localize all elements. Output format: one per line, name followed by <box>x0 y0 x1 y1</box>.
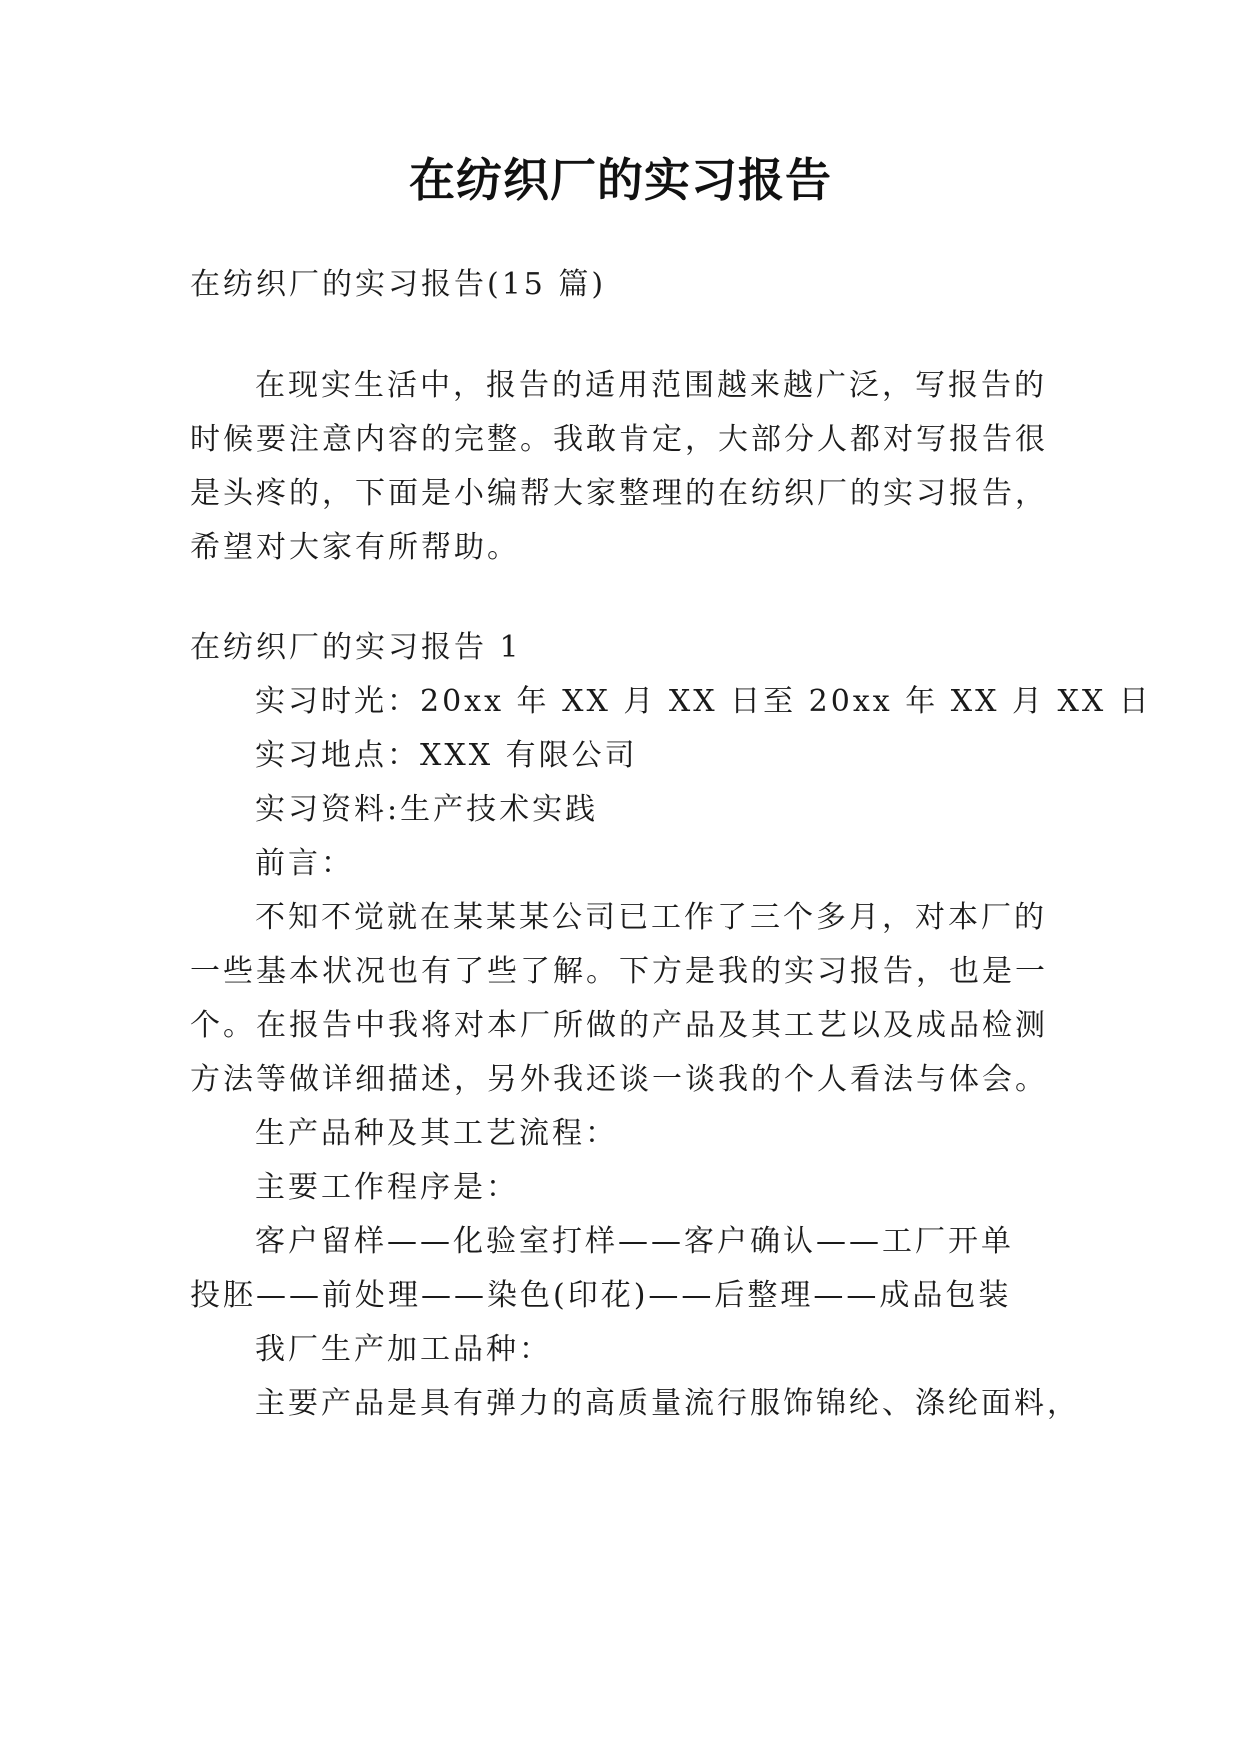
process-heading: 生产品种及其工艺流程： <box>255 1116 618 1151</box>
internship-place: 实习地点：XXX 有限公司 <box>255 738 638 773</box>
preface-line-4: 方法等做详细描述，另外我还谈一谈我的个人看法与体会。 <box>190 1062 1048 1097</box>
products-line: 主要产品是具有弹力的高质量流行服饰锦纶、涤纶面料， <box>255 1386 1080 1421</box>
preface-label: 前言： <box>255 846 354 881</box>
internship-content: 实习资料:生产技术实践 <box>255 792 599 827</box>
preface-line-3: 个。在报告中我将对本厂所做的产品及其工艺以及成品检测 <box>190 1008 1048 1043</box>
procedure-line-2: 投胚——前处理——染色(印花)——后整理——成品包装 <box>190 1278 1012 1313</box>
preface-line-1: 不知不觉就在某某某公司已工作了三个多月，对本厂的 <box>255 900 1047 935</box>
section-heading: 在纺织厂的实习报告 1 <box>190 630 522 665</box>
internship-time: 实习时光：20xx 年 XX 月 XX 日至 20xx 年 XX 月 XX 日 <box>255 684 1152 719</box>
preface-line-2: 一些基本状况也有了些了解。下方是我的实习报告，也是一 <box>190 954 1048 989</box>
procedure-line-1: 客户留样——化验室打样——客户确认——工厂开单 <box>255 1224 1014 1259</box>
intro-line-1: 在现实生活中，报告的适用范围越来越广泛，写报告的 <box>255 368 1047 403</box>
intro-line-4: 希望对大家有所帮助。 <box>190 530 520 565</box>
document-title: 在纺织厂的实习报告 <box>409 153 832 207</box>
varieties-label: 我厂生产加工品种： <box>255 1332 552 1367</box>
procedure-label: 主要工作程序是： <box>255 1170 519 1205</box>
intro-line-2: 时候要注意内容的完整。我敢肯定，大部分人都对写报告很 <box>190 422 1048 457</box>
intro-line-3: 是头疼的，下面是小编帮大家整理的在纺织厂的实习报告， <box>190 476 1048 511</box>
document-subtitle: 在纺织厂的实习报告(15 篇) <box>190 267 607 302</box>
